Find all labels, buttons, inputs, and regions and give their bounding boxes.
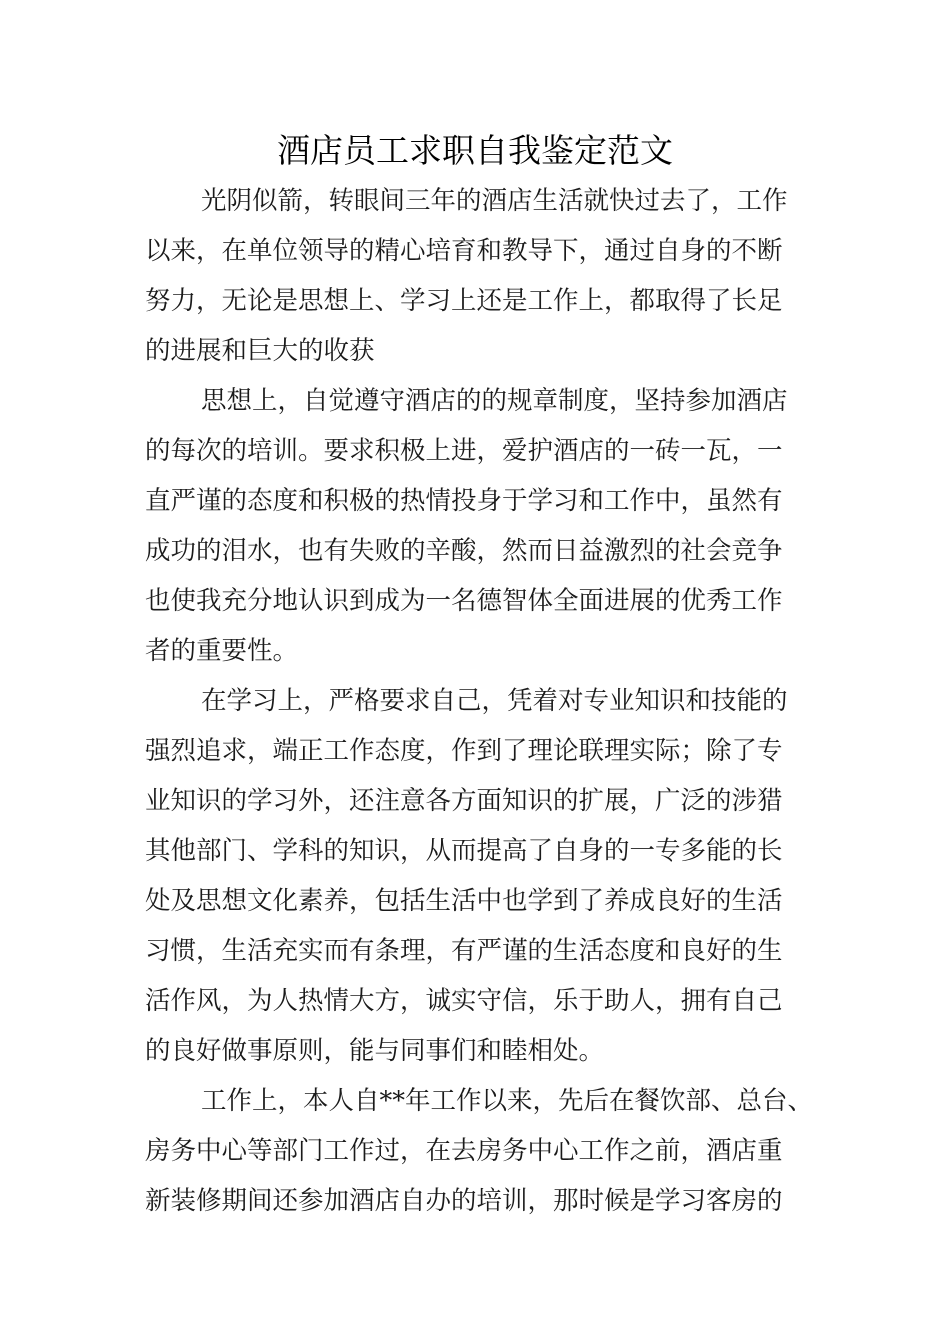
text-line: 习惯，生活充实而有条理，有严谨的生活态度和良好的生	[145, 936, 783, 966]
text-line: 光阴似箭，转眼间三年的酒店生活就快过去了，工作	[201, 186, 788, 216]
document-body	[145, 176, 814, 1226]
text-line: 的良好做事原则，能与同事们和睦相处。	[145, 1036, 605, 1066]
text-line: 思想上，自觉遵守酒店的的规章制度，坚持参加酒店	[201, 386, 788, 416]
paragraph-4	[145, 1076, 814, 1226]
text-line: 成功的泪水，也有失败的辛酸，然而日益激烈的社会竞争	[145, 536, 783, 566]
text-line: 在学习上，严格要求自己，凭着对专业知识和技能的	[201, 686, 788, 716]
text-line: 也使我充分地认识到成为一名德智体全面进展的优秀工作	[145, 586, 783, 616]
paragraph-1	[145, 176, 807, 376]
paragraph-3	[145, 676, 807, 1076]
text-line: 的进展和巨大的收获	[145, 336, 375, 366]
text-line: 的每次的培训。要求积极上进，爱护酒店的一砖一瓦，一	[145, 436, 783, 466]
text-line: 者的重要性。	[145, 636, 299, 666]
text-line: 以来，在单位领导的精心培育和教导下，通过自身的不断	[145, 236, 783, 266]
text-line: 活作风，为人热情大方，诚实守信，乐于助人，拥有自己	[145, 986, 783, 1016]
paragraph-2	[145, 376, 807, 676]
text-line: 处及思想文化素养，包括生活中也学到了养成良好的生活	[145, 886, 783, 916]
text-line: 工作上，本人自**年工作以来，先后在餐饮部、总台、	[201, 1086, 814, 1116]
text-line: 其他部门、学科的知识，从而提高了自身的一专多能的长	[145, 836, 783, 866]
text-line: 业知识的学习外，还注意各方面知识的扩展，广泛的涉猎	[145, 786, 783, 816]
text-line: 新装修期间还参加酒店自办的培训，那时候是学习客房的	[145, 1186, 783, 1216]
text-line: 努力，无论是思想上、学习上还是工作上，都取得了长足	[145, 286, 783, 316]
text-line: 强烈追求，端正工作态度，作到了理论联理实际；除了专	[145, 736, 783, 766]
document-title: 酒店员工求职自我鉴定范文	[277, 131, 673, 170]
text-line: 房务中心等部门工作过，在去房务中心工作之前，酒店重	[145, 1136, 783, 1166]
text-line: 直严谨的态度和积极的热情投身于学习和工作中，虽然有	[145, 486, 783, 516]
